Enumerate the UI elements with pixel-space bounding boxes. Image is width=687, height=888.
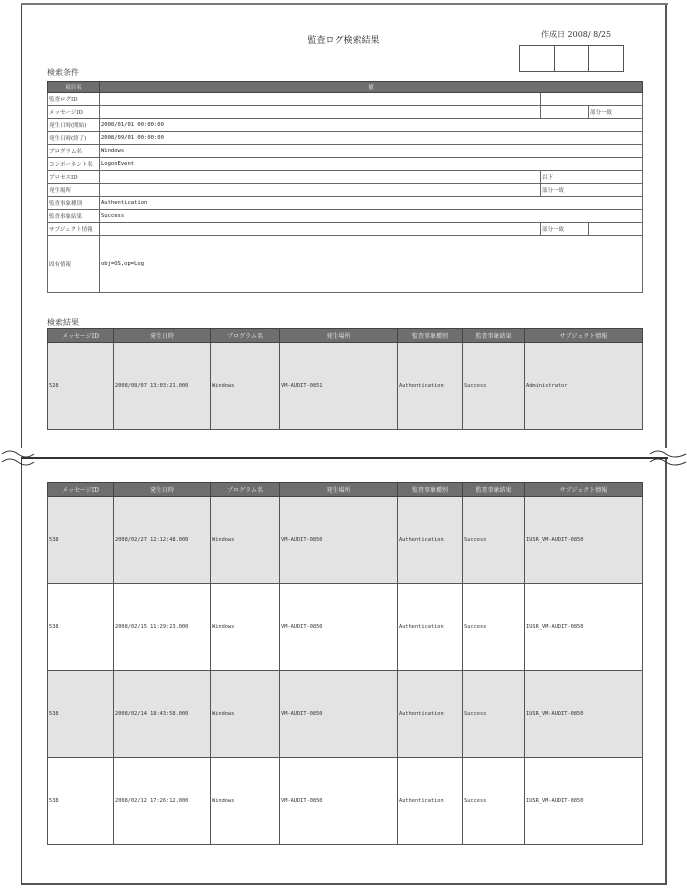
condition-row: [48, 132, 643, 145]
cell-event-result: Success: [463, 343, 525, 430]
condition-label: 発生場所: [48, 184, 100, 197]
condition-value: [100, 171, 541, 184]
cell-datetime: 2008/02/14 18:43:58.000: [114, 671, 211, 758]
condition-value: 2008/09/01 00:00:00: [100, 132, 643, 145]
page-top-edge: [21, 3, 668, 5]
cell-subject: IUSR_VM-AUDIT-0850: [525, 584, 643, 671]
condition-label: 監査ログID: [48, 93, 100, 106]
results-table-page1: [47, 328, 643, 430]
page-break-gap: [0, 448, 687, 457]
col-header-location: 発生場所: [280, 483, 398, 497]
cell-location: VM-AUDIT-0850: [280, 497, 398, 584]
condition-row: [48, 197, 643, 210]
condition-row: [48, 119, 643, 132]
condition-row: [48, 158, 643, 171]
cell-program: Windows: [211, 497, 280, 584]
approval-stamp-boxes: [519, 45, 624, 72]
cell-location: VM-AUDIT-0850: [280, 584, 398, 671]
condition-label: プログラム名: [48, 145, 100, 158]
condition-extra: [541, 106, 589, 119]
cell-event-result: Success: [463, 497, 525, 584]
condition-value: [100, 184, 541, 197]
cell-program: Windows: [211, 671, 280, 758]
report-title: 監査ログ検索結果: [307, 36, 380, 46]
created-date: 作成日 2008/ 8/25: [541, 30, 612, 39]
cell-location: VM-AUDIT-0851: [280, 343, 398, 430]
condition-extra: [589, 223, 643, 236]
condition-value: LogonEvent: [100, 158, 643, 171]
cell-event-result: Success: [463, 671, 525, 758]
cell-message-id: 538: [48, 671, 114, 758]
result-row: [48, 497, 643, 584]
condition-match: [541, 93, 643, 106]
condition-value: [100, 223, 541, 236]
condition-label: 監査事象種別: [48, 197, 100, 210]
condition-value: [100, 93, 541, 106]
search-conditions-table: [47, 81, 643, 293]
cell-message-id: 538: [48, 758, 114, 845]
col-header-subject: サブジェクト情報: [525, 483, 643, 497]
cell-message-id: 538: [48, 584, 114, 671]
col-header-program: プログラム名: [211, 483, 280, 497]
page-break-wave-left-icon: [0, 446, 40, 470]
cell-datetime: 2008/02/15 11:29:23.000: [114, 584, 211, 671]
condition-value: 2008/01/01 00:00:00: [100, 119, 643, 132]
col-header-datetime: 発生日時: [114, 483, 211, 497]
cell-event-type: Authentication: [398, 497, 463, 584]
page-break-wave-right-icon: [648, 446, 687, 470]
condition-label: サブジェクト情報: [48, 223, 100, 236]
condition-row: [48, 145, 643, 158]
col-header-event-type: 監査事象種別: [398, 483, 463, 497]
cell-datetime: 2008/02/27 12:12:48.000: [114, 497, 211, 584]
col-header-event-result: 監査事象結果: [463, 483, 525, 497]
col-header-message-id: メッセージID: [48, 329, 114, 343]
cell-location: VM-AUDIT-0850: [280, 671, 398, 758]
cell-program: Windows: [211, 343, 280, 430]
cell-event-type: Authentication: [398, 671, 463, 758]
header-value: 値: [100, 82, 643, 93]
stamp-box: [555, 46, 590, 71]
cell-subject: Administrator: [525, 343, 643, 430]
cell-event-result: Success: [463, 758, 525, 845]
condition-match: 部分一致: [541, 184, 643, 197]
condition-row: [48, 184, 643, 197]
result-row: [48, 671, 643, 758]
condition-value: [100, 106, 541, 119]
col-header-datetime: 発生日時: [114, 329, 211, 343]
results-header-row: [48, 483, 643, 497]
results-section-label: 検索結果: [47, 318, 79, 327]
condition-value: obj=OS,op=Log: [100, 236, 643, 293]
condition-label: 発生日時(終了): [48, 132, 100, 145]
cell-subject: IUSR_VM-AUDIT-0850: [525, 671, 643, 758]
condition-label: 監査事象結果: [48, 210, 100, 223]
stamp-box: [589, 46, 623, 71]
cell-subject: IUSR_VM-AUDIT-0850: [525, 758, 643, 845]
col-header-event-type: 監査事象種別: [398, 329, 463, 343]
col-header-message-id: メッセージID: [48, 483, 114, 497]
col-header-subject: サブジェクト情報: [525, 329, 643, 343]
condition-match: 部分一致: [541, 223, 589, 236]
result-row: [48, 584, 643, 671]
header-item-name: 項目名: [48, 82, 100, 93]
condition-value: Windows: [100, 145, 643, 158]
page-break-line: [21, 457, 668, 459]
condition-value: Authentication: [100, 197, 643, 210]
cell-program: Windows: [211, 758, 280, 845]
col-header-event-result: 監査事象結果: [463, 329, 525, 343]
result-row: [48, 758, 643, 845]
cell-message-id: 528: [48, 343, 114, 430]
condition-match: 以下: [541, 171, 643, 184]
condition-label: プロセスID: [48, 171, 100, 184]
col-header-program: プログラム名: [211, 329, 280, 343]
conditions-section-label: 検索条件: [47, 68, 79, 77]
cell-program: Windows: [211, 584, 280, 671]
condition-row: [48, 171, 643, 184]
condition-row: [48, 210, 643, 223]
condition-label: メッセージID: [48, 106, 100, 119]
cell-event-result: Success: [463, 584, 525, 671]
condition-match: 部分一致: [589, 106, 643, 119]
condition-label: 固有情報: [48, 236, 100, 293]
condition-row: [48, 106, 643, 119]
results-header-row: [48, 329, 643, 343]
cell-event-type: Authentication: [398, 343, 463, 430]
conditions-header-row: [48, 82, 643, 93]
condition-row: [48, 93, 643, 106]
cell-event-type: Authentication: [398, 584, 463, 671]
stamp-box: [520, 46, 555, 71]
condition-row: [48, 223, 643, 236]
condition-row: [48, 236, 643, 293]
cell-datetime: 2008/02/12 17:26:12.000: [114, 758, 211, 845]
results-table-page2: [47, 482, 643, 845]
cell-location: VM-AUDIT-0850: [280, 758, 398, 845]
cell-datetime: 2008/08/07 13:03:21.000: [114, 343, 211, 430]
cell-event-type: Authentication: [398, 758, 463, 845]
condition-value: Success: [100, 210, 643, 223]
col-header-location: 発生場所: [280, 329, 398, 343]
condition-label: 発生日時(開始): [48, 119, 100, 132]
cell-message-id: 538: [48, 497, 114, 584]
condition-label: コンポーネント名: [48, 158, 100, 171]
cell-subject: IUSR_VM-AUDIT-0850: [525, 497, 643, 584]
result-row: [48, 343, 643, 430]
